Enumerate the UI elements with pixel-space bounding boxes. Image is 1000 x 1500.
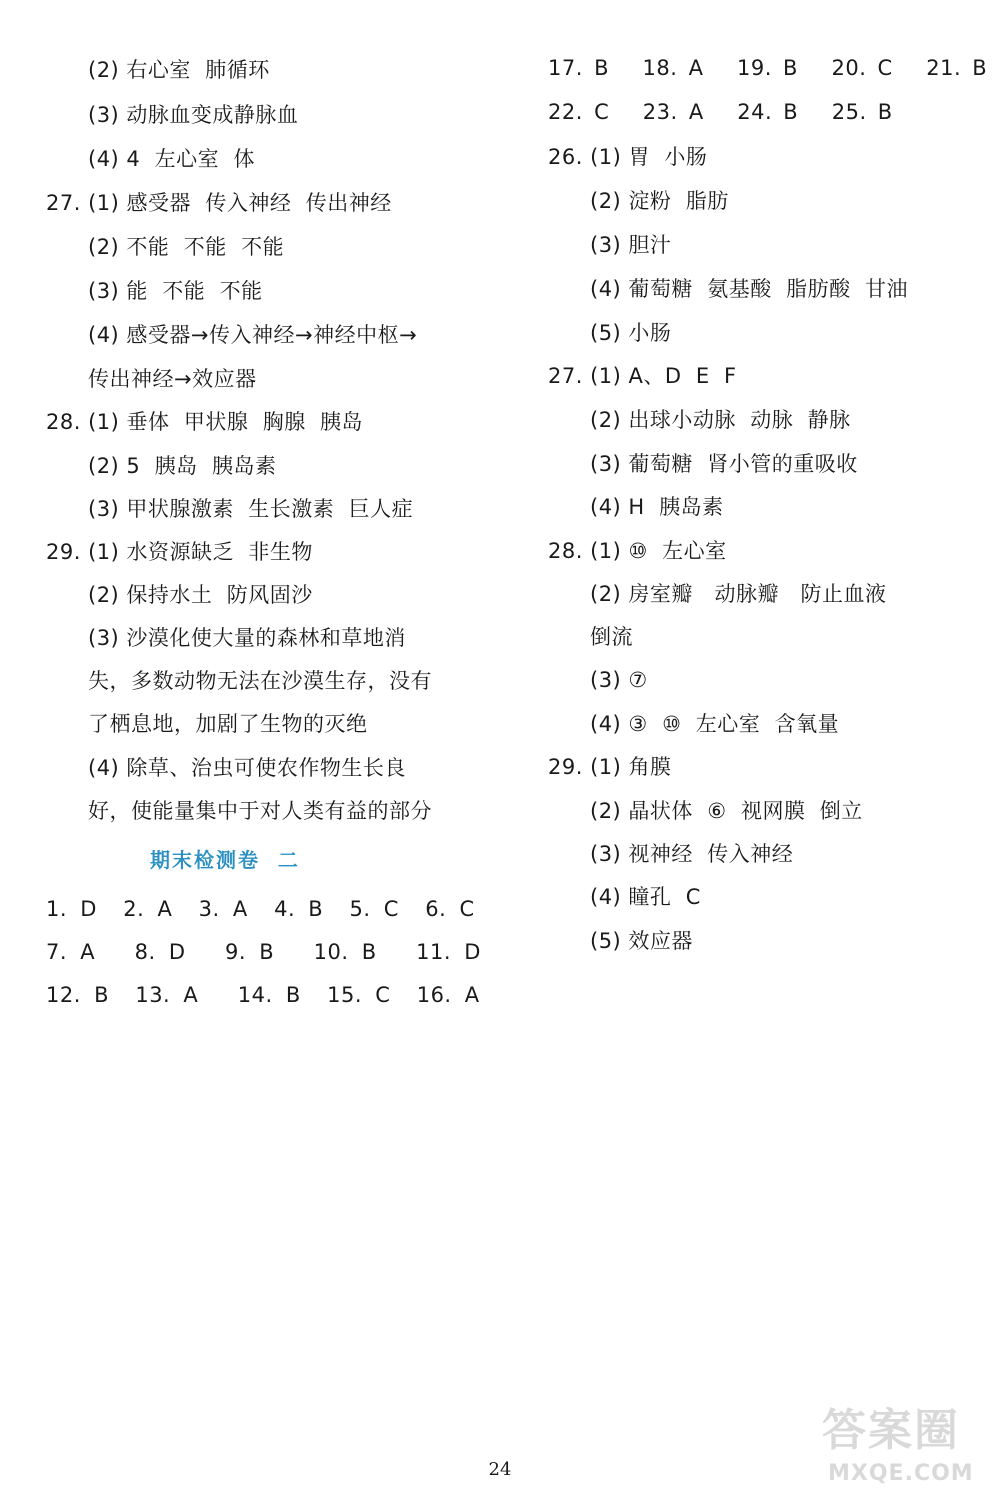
answer-line: 27. (1) 感受器 传入神经 传出神经 [46, 191, 392, 215]
section-title: 期末检测卷 二 [150, 848, 300, 872]
answer-line: 22. C 23. A 24. B 25. B [548, 100, 893, 124]
watermark-text: 答案圈 [822, 1405, 960, 1456]
answer-line: 29. (1) 水资源缺乏 非生物 [46, 540, 313, 564]
answer-line: (5) 效应器 [590, 929, 693, 953]
answer-line: (4) H 胰岛素 [590, 495, 724, 519]
answer-line: (4) 葡萄糖 氨基酸 脂肪酸 甘油 [590, 277, 908, 301]
answer-line: (3) 视神经 传入神经 [590, 842, 794, 866]
answer-line: 好，使能量集中于对人类有益的部分 [88, 799, 432, 823]
answer-line: 倒流 [590, 625, 633, 649]
answer-line: (2) 不能 不能 不能 [88, 235, 285, 259]
answer-line: (3) 能 不能 不能 [88, 279, 263, 303]
answer-line: (3) 甲状腺激素 生长激素 巨人症 [88, 497, 414, 521]
answer-line: (2) 房室瓣 动脉瓣 防止血液 [590, 582, 887, 606]
answer-line: 传出神经→效应器 [88, 367, 257, 391]
answer-line: (2) 淀粉 脂肪 [590, 189, 729, 213]
answer-line: (3) 沙漠化使大量的森林和草地消 [88, 626, 406, 650]
answer-line: (4) 4 左心室 体 [88, 147, 255, 171]
answer-line: (4) 除草、治虫可使农作物生长良 [88, 756, 406, 780]
answer-line: 了栖息地，加剧了生物的灭绝 [88, 712, 368, 736]
answer-line: (2) 出球小动脉 动脉 静脉 [590, 408, 851, 432]
answer-line: (2) 5 胰岛 胰岛素 [88, 454, 277, 478]
answer-line: (2) 晶状体 ⑥ 视网膜 倒立 [590, 799, 863, 823]
page-number: 24 [488, 1459, 512, 1480]
answer-line: 12. B 13. A 14. B 15. C 16. A [46, 983, 480, 1007]
answer-line: (5) 小肠 [590, 321, 672, 345]
watermark-logo [822, 1405, 997, 1495]
answer-line: 失，多数动物无法在沙漠生存，没有 [88, 669, 432, 693]
answer-line: 26. (1) 胃 小肠 [548, 145, 708, 169]
answer-line: 1. D 2. A 3. A 4. B 5. C 6. C [46, 897, 475, 921]
watermark-url: MXQE.COM [828, 1461, 974, 1486]
answer-line: (2) 右心室 肺循环 [88, 58, 270, 82]
answer-line: 27. (1) A、D E F [548, 364, 737, 388]
answer-line: 28. (1) 垂体 甲状腺 胸腺 胰岛 [46, 410, 364, 434]
answer-line: (3) 葡萄糖 肾小管的重吸收 [590, 452, 858, 476]
answer-line: 17. B 18. A 19. B 20. C 21. B [548, 56, 988, 80]
answer-line: (4) 感受器→传入神经→神经中枢→ [88, 323, 418, 347]
answer-line: (3) ⑦ [590, 668, 648, 692]
answer-line: (3) 动脉血变成静脉血 [88, 103, 299, 127]
answer-line: 7. A 8. D 9. B 10. B 11. D [46, 940, 481, 964]
answer-line: (3) 胆汁 [590, 233, 672, 257]
answer-line: 29. (1) 角膜 [548, 755, 672, 779]
answer-line: (4) 瞳孔 C [590, 885, 701, 909]
answer-line: (2) 保持水土 防风固沙 [88, 583, 313, 607]
answer-line: (4) ③ ⑩ 左心室 含氧量 [590, 712, 840, 736]
answer-line: 28. (1) ⑩ 左心室 [548, 539, 727, 563]
